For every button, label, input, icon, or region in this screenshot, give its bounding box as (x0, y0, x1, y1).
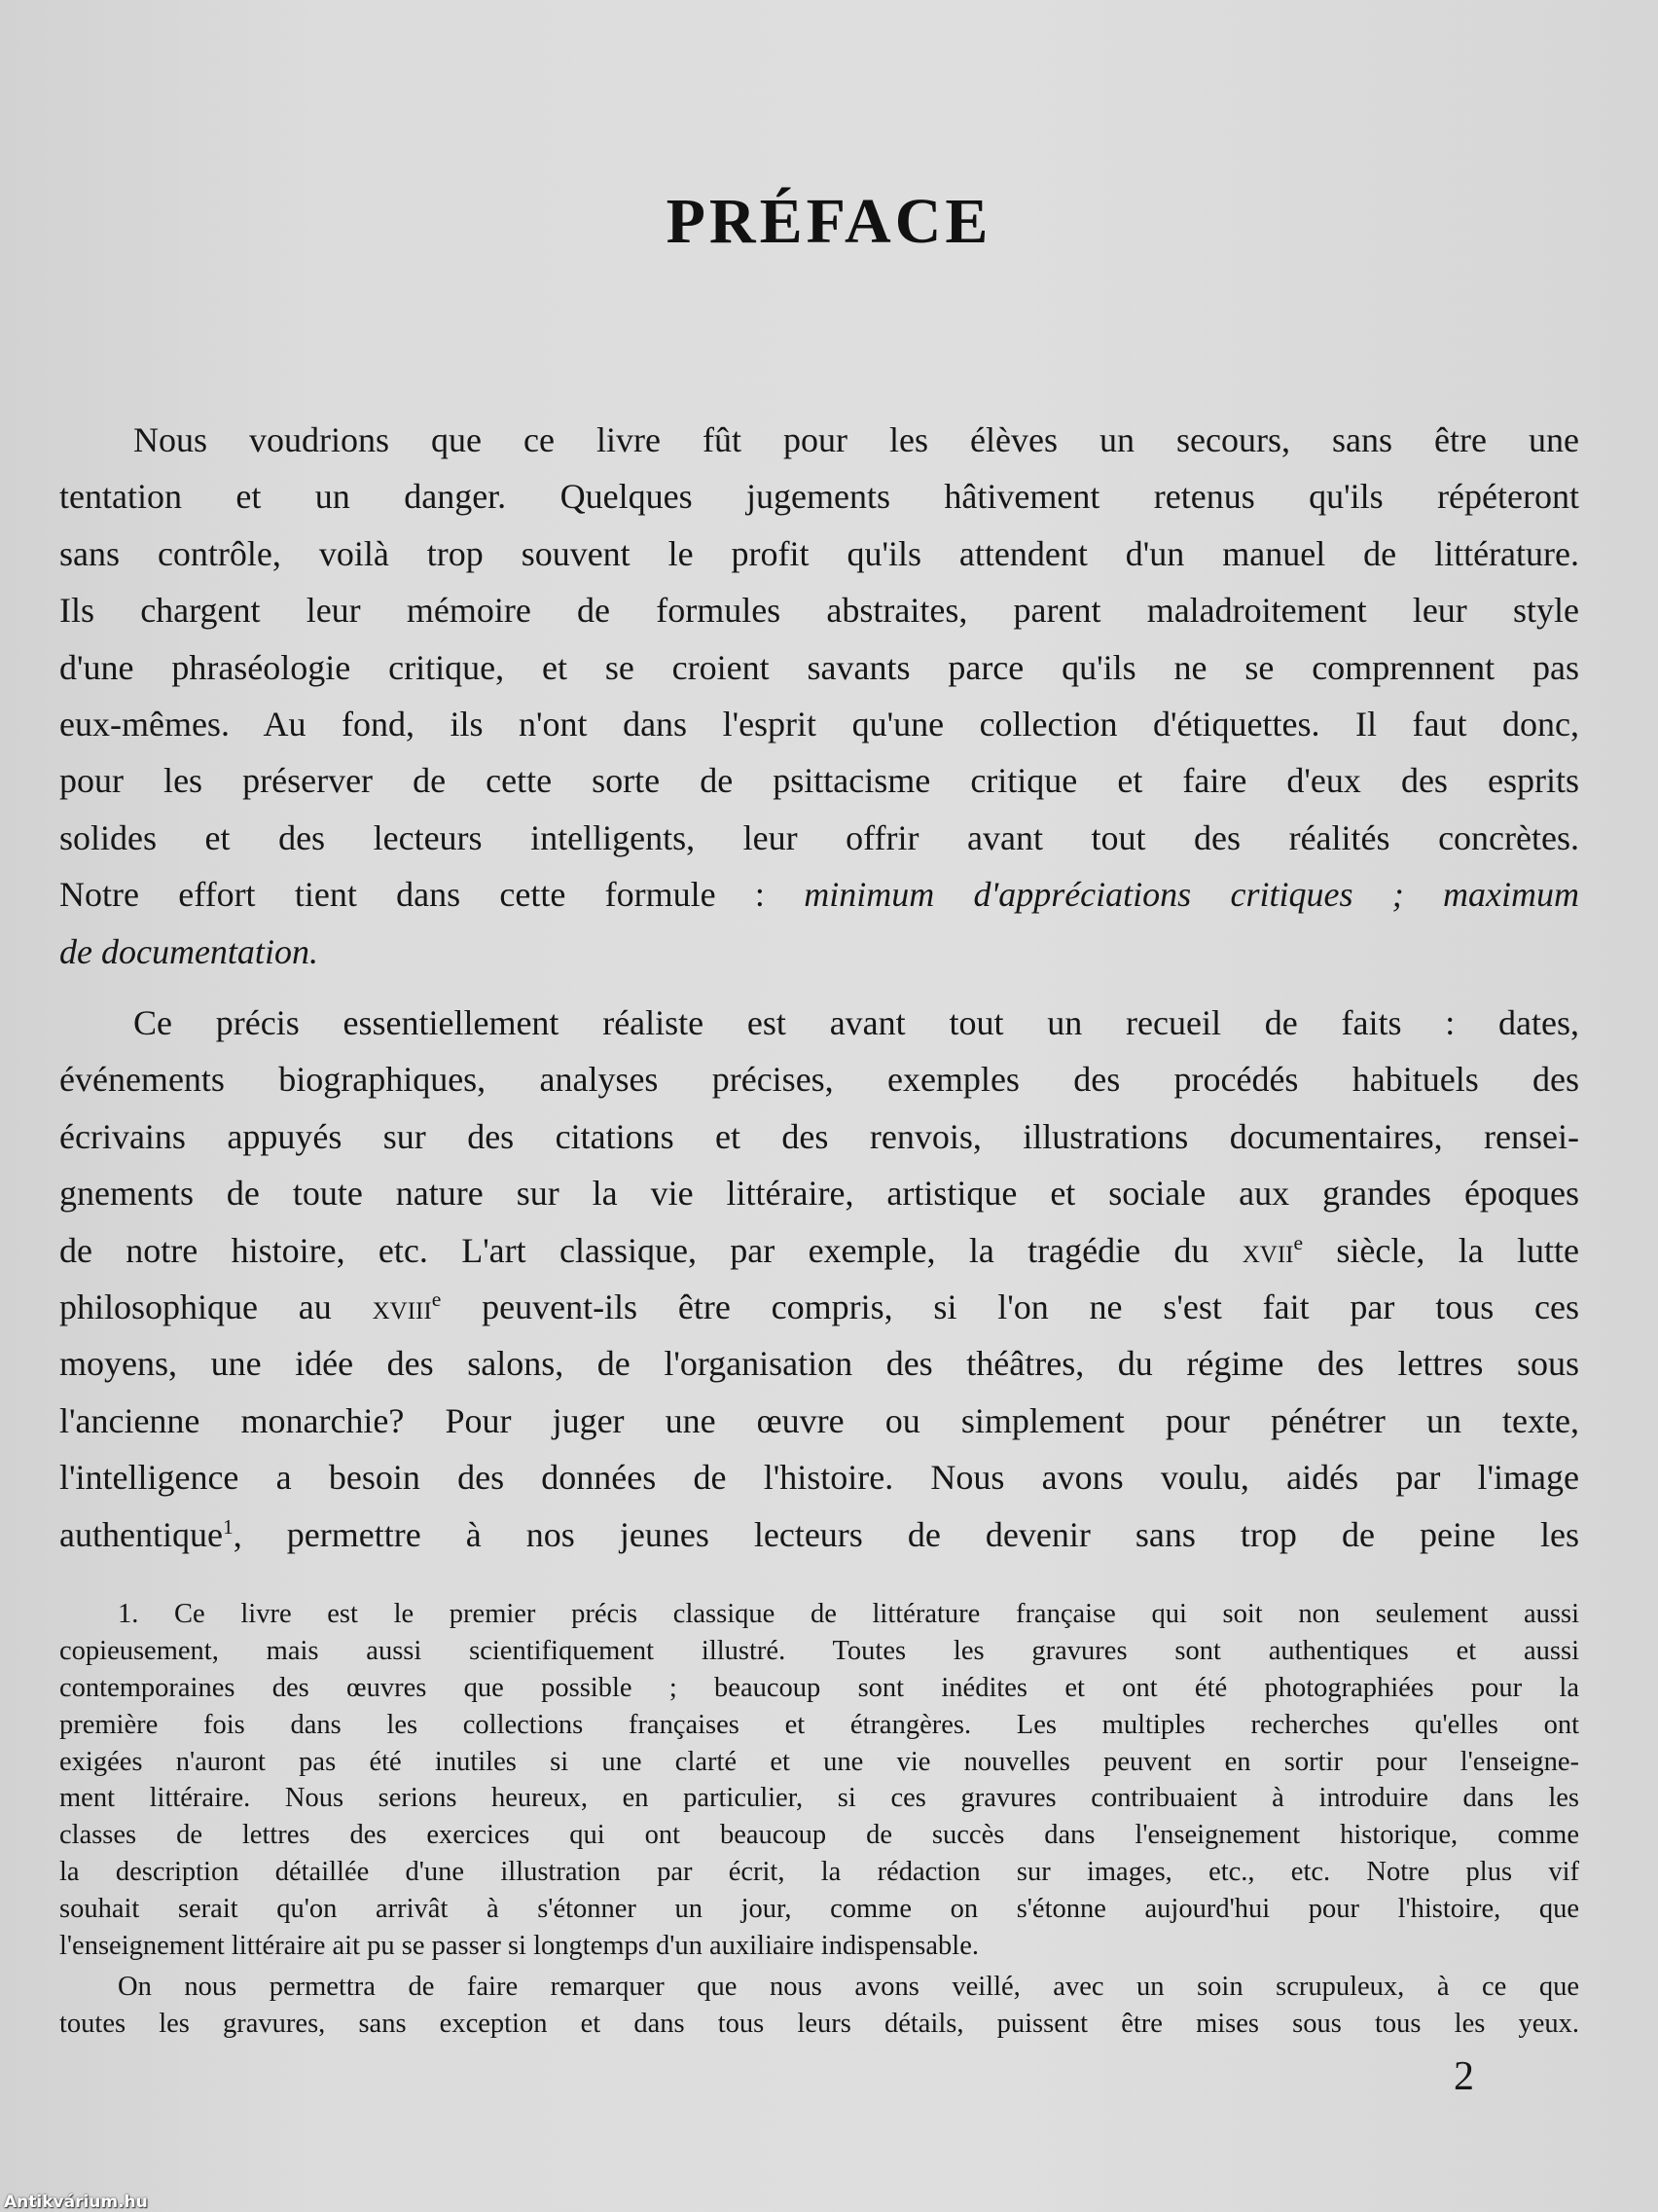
text-line: l'ancienne monarchie? Pour juger une œuvre ou simplement pour pénétrer un texte, (59, 1400, 1579, 1440)
text-line: toutes les gravures, sans exception et dans tous leurs détails, puissent être mises sous tous les yeux. (59, 2008, 1579, 2039)
text-segment: , permettre à nos jeunes lecteurs de devenir sans trop de peine les (233, 1514, 1579, 1554)
footnote (59, 1596, 1579, 2043)
text-line: ment littéraire. Nous serions heureux, en particulier, si ces gravures contribuaient à introduire dans les (59, 1783, 1579, 1814)
text-line: exigées n'auront pas été inutiles si une clarté et une vie nouvelles peuvent en sortir pour l'enseigne- (59, 1746, 1579, 1777)
text-line: Nous voudrions que ce livre fût pour les élèves un secours, sans être une (133, 420, 1579, 459)
text-line: pour les préserver de cette sorte de psittacisme critique et faire d'eux des esprits (59, 761, 1579, 801)
text-segment: peuvent-ils être compris, si l'on ne s'est fait par tous ces (441, 1287, 1579, 1326)
body-paragraph-1 (59, 412, 1579, 980)
text-line: eux-mêmes. Au fond, ils n'ont dans l'esprit qu'une collection d'étiquettes. Il faut donc, (59, 704, 1579, 743)
text-line: souhait serait qu'on arrivât à s'étonner un jour, comme on s'étonne aujourd'hui pour l'histoire, que (59, 1894, 1579, 1925)
text-segment: philosophique au (59, 1287, 373, 1326)
text-segment: minimum d'appréciations critiques ; maximum (804, 875, 1580, 915)
text-line (59, 1506, 1579, 1563)
text-segment: xviii (372, 1287, 432, 1326)
text-segment: Notre effort tient dans cette formule : (59, 875, 805, 915)
text-segment: siècle, la lutte (1303, 1230, 1579, 1270)
text-line: 1. Ce livre est le premier précis classique de littérature française qui soit non seulement aussi (118, 1599, 1579, 1629)
text-line: contemporaines des œuvres que possible ; beaucoup sont inédites et ont été photographiées pour la (59, 1672, 1579, 1703)
text-line: événements biographiques, analyses précises, exemples des procédés habituels des (59, 1060, 1579, 1100)
text-line (59, 1279, 1579, 1335)
text-segment: de documentation. (59, 931, 318, 971)
page-number: 2 (1454, 2054, 1474, 2099)
watermark-logo: Antikvárium.hu (4, 2193, 148, 2212)
text-line: tentation et un danger. Quelques jugements hâtivement retenus qu'ils répéteront (59, 477, 1579, 517)
text-line: solides et des lecteurs intelligents, leur offrir avant tout des réalités concrètes. (59, 817, 1579, 857)
text-line: Ils chargent leur mémoire de formules abstraites, parent maladroitement leur style (59, 591, 1579, 631)
text-line (59, 1222, 1579, 1279)
text-line: gnements de toute nature sur la vie littéraire, artistique et sociale aux grandes époques (59, 1174, 1579, 1214)
text-segment: xvii (1242, 1230, 1294, 1270)
text-line: l'enseignement littéraire ait pu se passer si longtemps d'un auxiliaire indispensable. (59, 1931, 979, 1962)
text-line: Ce précis essentiellement réaliste est avant tout un recueil de faits : dates, (133, 1003, 1579, 1042)
text-line: copieusement, mais aussi scientifiquement illustré. Toutes les gravures sont authentiques et aussi (59, 1635, 1579, 1666)
text-line: d'une phraséologie critique, et se croient savants parce qu'ils ne se comprennent pas (59, 647, 1579, 687)
page-title: PRÉFACE (666, 186, 992, 257)
text-segment: de notre histoire, etc. L'art classique, par exemple, la tragédie du (59, 1230, 1243, 1270)
text-line: l'intelligence a besoin des données de l'histoire. Nous avons voulu, aidés par l'image (59, 1458, 1579, 1498)
text-line: la description détaillée d'une illustration par écrit, la rédaction sur images, etc., etc. Notre plus vif (59, 1857, 1579, 1888)
body-paragraph-2 (59, 995, 1579, 1563)
superscript: e (431, 1287, 442, 1311)
text-line (59, 924, 1579, 980)
footnote-paragraph-2 (59, 1969, 1579, 2043)
text-segment: authentique (59, 1514, 223, 1554)
superscript: 1 (222, 1514, 234, 1539)
text-line: écrivains appuyés sur des citations et des renvois, illustrations documentaires, rensei- (59, 1116, 1579, 1156)
text-line: On nous permettra de faire remarquer que nous avons veillé, avec un soin scrupuleux, à ce que (118, 1971, 1579, 2002)
text-line (59, 866, 1579, 923)
footnote-paragraph-1 (59, 1596, 1579, 1965)
superscript: e (1293, 1230, 1304, 1254)
text-line: classes de lettres des exercices qui ont beaucoup de succès dans l'enseignement historique, comme (59, 1820, 1579, 1851)
text-line: première fois dans les collections françaises et étrangères. Les multiples recherches qu'elles ont (59, 1709, 1579, 1740)
text-line: moyens, une idée des salons, de l'organisation des théâtres, du régime des lettres sous (59, 1344, 1579, 1384)
text-line: sans contrôle, voilà trop souvent le profit qu'ils attendent d'un manuel de littérature. (59, 533, 1579, 573)
